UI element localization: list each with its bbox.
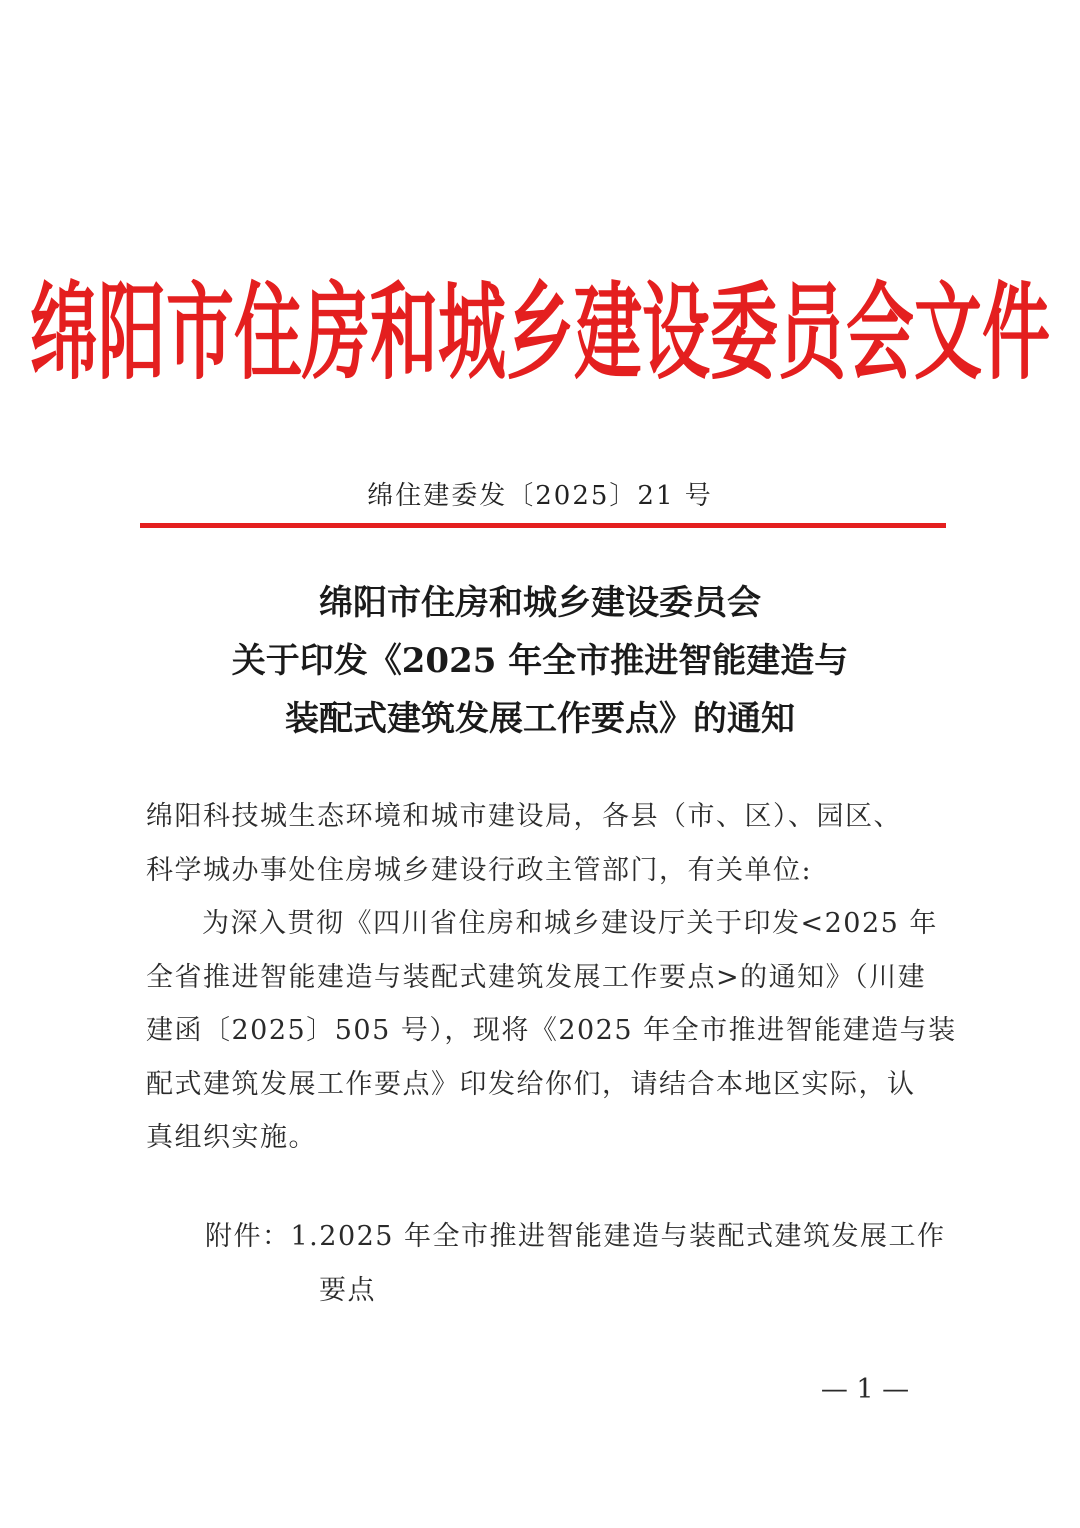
addressee-line-1: 绵阳科技城生态环境和城市建设局，各县（市、区）、园区、 xyxy=(146,801,902,832)
red-divider-line xyxy=(140,523,946,528)
document-number: 绵住建委发〔2025〕21 号 xyxy=(367,481,713,511)
paragraph-line: 全省推进智能建造与装配式建筑发展工作要点>的通知》（川建 xyxy=(146,961,927,993)
addressee xyxy=(146,790,936,897)
page-number: — 1 — xyxy=(820,1374,910,1405)
paragraph-line: 建函〔2025〕505 号），现将《2025 年全市推进智能建造与装 xyxy=(146,1015,957,1046)
notice-title-line-1: 绵阳市住房和城乡建设委员会 xyxy=(319,583,761,623)
paragraph-line: 为深入贯彻《四川省住房和城乡建设厅关于印发<2025 年 xyxy=(202,908,938,939)
notice-title-line-3: 装配式建筑发展工作要点》的通知 xyxy=(285,699,795,739)
addressee-line-2: 科学城办事处住房城乡建设行政主管部门，有关单位: xyxy=(146,854,813,886)
masthead-title: 绵阳市住房和城乡建设委员会文件 xyxy=(30,273,1051,396)
body-paragraph xyxy=(146,897,957,1165)
notice-title-line-2: 关于印发《2025 年全市推进智能建造与 xyxy=(231,641,849,681)
attachment-line-2: 要点 xyxy=(319,1274,376,1306)
notice-title xyxy=(140,574,940,748)
paragraph-line: 真组织实施。 xyxy=(146,1122,317,1153)
paragraph-line: 配式建筑发展工作要点》印发给你们，请结合本地区实际，认 xyxy=(146,1068,916,1100)
attachment-line-1: 附件：1.2025 年全市推进智能建造与装配式建筑发展工作 xyxy=(205,1221,946,1252)
attachment-note xyxy=(205,1210,945,1317)
